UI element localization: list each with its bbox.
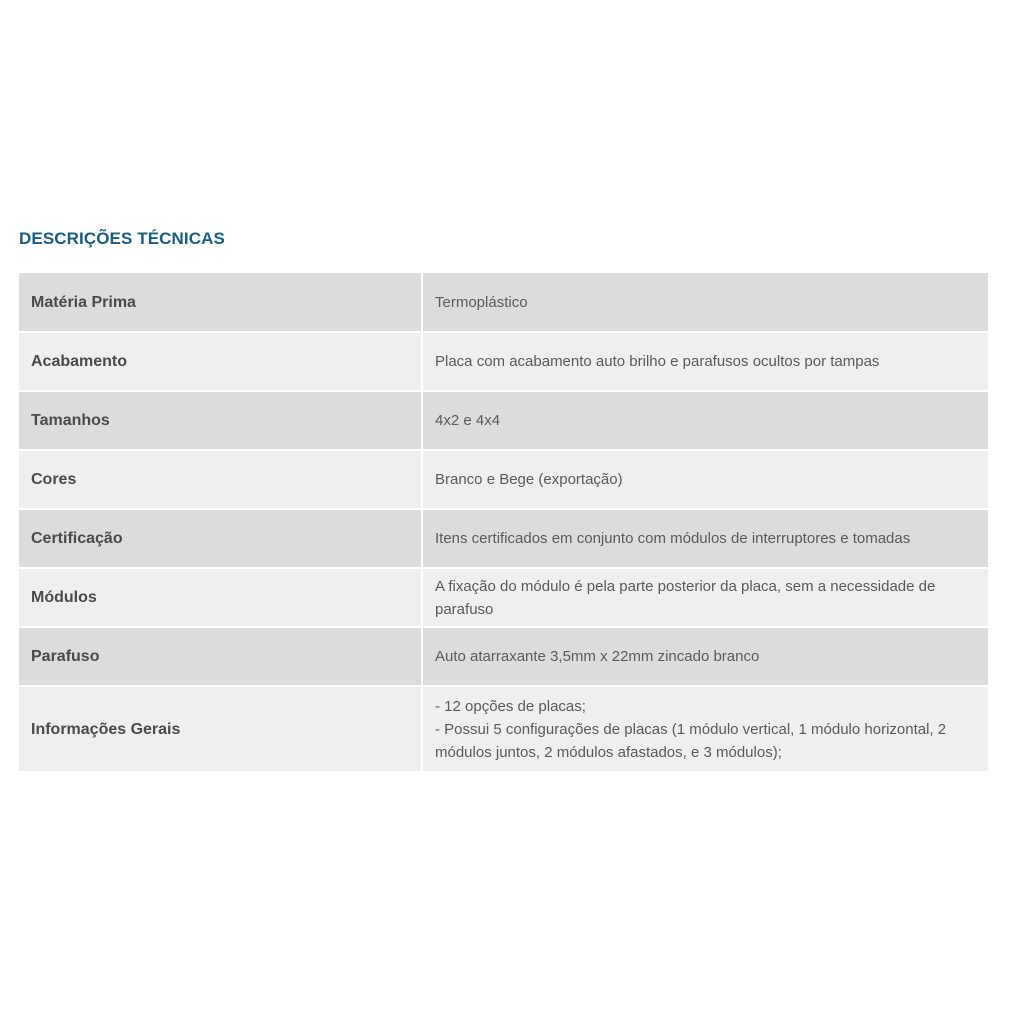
- spec-label: Tamanhos: [19, 391, 422, 450]
- spec-label: Cores: [19, 450, 422, 509]
- table-row: [19, 391, 988, 450]
- spec-label: Informações Gerais: [19, 686, 422, 772]
- section-title: DESCRIÇÕES TÉCNICAS: [19, 229, 225, 248]
- technical-specs-table: [19, 273, 988, 773]
- spec-label: Acabamento: [19, 332, 422, 391]
- spec-label: Parafuso: [19, 627, 422, 686]
- spec-label: Certificação: [19, 509, 422, 568]
- spec-value: 4x2 e 4x4: [422, 391, 988, 450]
- spec-value: Auto atarraxante 3,5mm x 22mm zincado branco: [422, 627, 988, 686]
- spec-value-multiline: [422, 686, 988, 772]
- spec-value: Placa com acabamento auto brilho e parafusos ocultos por tampas: [422, 332, 988, 391]
- table-row: [19, 450, 988, 509]
- table-row: [19, 686, 988, 772]
- spec-value: Itens certificados em conjunto com módulos de interruptores e tomadas: [422, 509, 988, 568]
- spec-value-line: - 12 opções de placas;: [435, 697, 586, 715]
- spec-value: Termoplástico: [422, 273, 988, 332]
- spec-value: A fixação do módulo é pela parte posterior da placa, sem a necessidade de parafuso: [422, 568, 988, 627]
- spec-value-line: - Possui 5 configurações de placas (1 módulo vertical, 1 módulo horizontal, 2 módulos juntos, 2 módulos afastados, e 3 módulos);: [435, 720, 947, 761]
- spec-label: Matéria Prima: [19, 273, 422, 332]
- table-row: [19, 568, 988, 627]
- table-row: [19, 273, 988, 332]
- spec-label: Módulos: [19, 568, 422, 627]
- spec-value: Branco e Bege (exportação): [422, 450, 988, 509]
- table-row: [19, 627, 988, 686]
- table-row: [19, 509, 988, 568]
- table-row: [19, 332, 988, 391]
